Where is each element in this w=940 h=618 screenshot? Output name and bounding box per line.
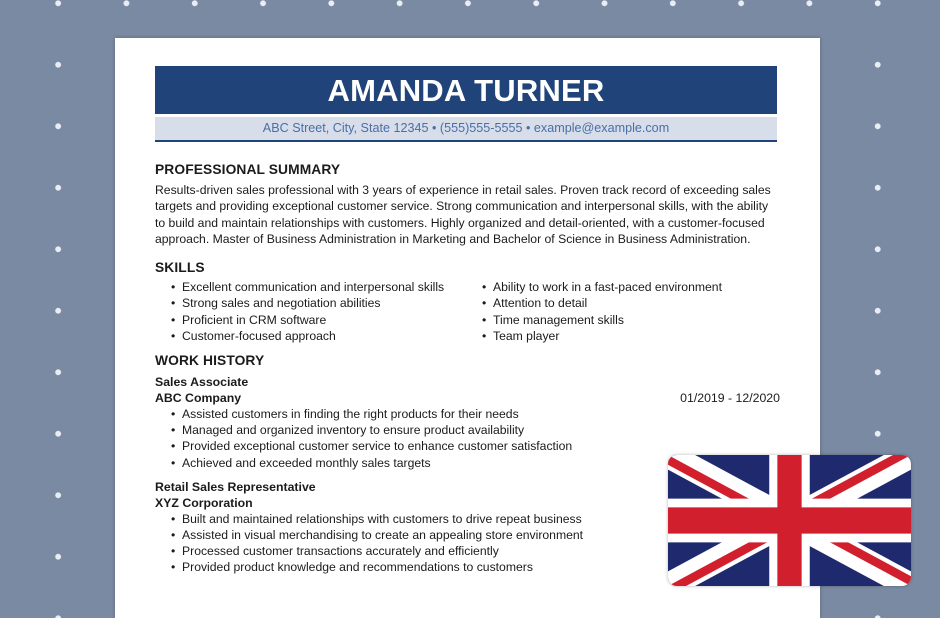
summary-heading: PROFESSIONAL SUMMARY [155,162,341,177]
job-title: Retail Sales Representative [155,479,316,494]
skills-heading: SKILLS [155,260,205,276]
skill-item: • Proficient in CRM software [182,312,466,328]
duty-item: • Processed customer transactions accurately and efficiently [182,543,780,559]
skills-column-right [466,279,722,344]
skill-item: • Ability to work in a fast-paced environment [493,279,722,295]
duty-item: • Assisted customers in finding the right products for their needs [182,406,780,422]
company-row [155,390,780,406]
skill-item: • Attention to detail [493,295,722,311]
resume-name: AMANDA TURNER [155,66,777,114]
company-name: ABC Company [155,391,242,405]
uk-flag-icon[interactable] [668,455,911,586]
skill-item: • Strong sales and negotiation abilities [182,295,466,311]
duty-item: • Assisted in visual merchandising to create an appealing store environment [182,527,780,543]
job-title: Sales Associate [155,375,249,389]
duty-item: • Managed and organized inventory to ensure product availability [182,422,780,438]
duty-item: • Provided product knowledge and recommendations to customers [182,559,780,575]
skills-list [155,279,780,344]
skill-item: • Team player [493,328,722,344]
duty-item: • Achieved and exceeded monthly sales targets [182,455,780,471]
duty-item: • Built and maintained relationships with customers to drive repeat business [182,511,780,527]
job-dates: 01/2019 - 12/2020 [680,391,780,405]
work-history-heading: WORK HISTORY [155,353,265,368]
summary-text: Results-driven sales professional with 3 years of experience in retail sales. Proven track record of exceeding sales targets and providing exceptional customer service. Strong communication and interpersonal skills, with the ability to build and maintain relationships with customers. Highly organized and detail-oriented, with a customer-focused approach. Master of Business Administration in Marketing and Bachelor of Science in Business Administration. [155,183,771,246]
company-name: XYZ Corporation [155,495,253,510]
skill-item: • Excellent communication and interpersonal skills [182,279,466,295]
skills-column-left [155,279,466,344]
duty-item: • Provided exceptional customer service to enhance customer satisfaction [182,438,780,454]
skill-item: • Time management skills [493,312,722,328]
skill-item: • Customer-focused approach [182,328,466,344]
contact-line: ABC Street, City, State 12345 • (555)555-5555 • example@example.com [155,117,777,142]
